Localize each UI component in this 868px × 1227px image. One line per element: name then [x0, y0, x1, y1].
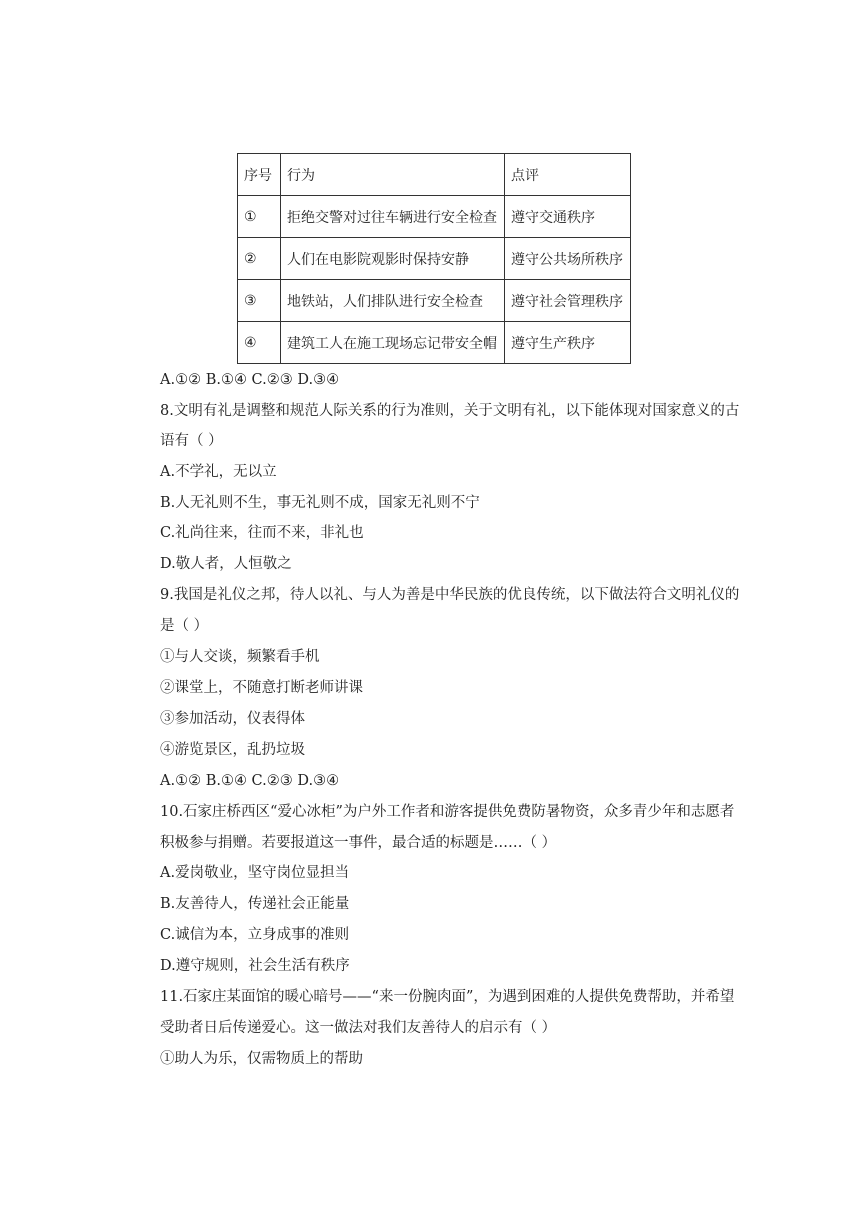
table-row	[238, 196, 631, 238]
statement-3-q9: ③参加活动，仪表得体	[160, 711, 305, 727]
option-c-q8: C.礼尚往来，往而不来，非礼也	[160, 525, 364, 541]
option-d-q10: D.遵守规则，社会生活有秩序	[160, 958, 350, 974]
question-8-text-cont: 语有（ ）	[160, 433, 223, 449]
table-cell: ④	[238, 322, 281, 364]
header-cell: 点评	[505, 154, 631, 196]
statement-4-q9: ④游览景区，乱扔垃圾	[160, 742, 305, 758]
table-cell: 遵守生产秩序	[505, 322, 631, 364]
option-a-q10: A.爱岗敬业，坚守岗位显担当	[160, 865, 350, 881]
question-11-text: 11.石家庄某面馆的暖心暗号——“来一份腕肉面”，为遇到困难的人提供免费帮助，并希望	[160, 989, 735, 1005]
table-cell: 遵守公共场所秩序	[505, 238, 631, 280]
behavior-table	[237, 153, 631, 364]
option-d-q8: D.敬人者，人恒敬之	[160, 556, 292, 572]
option-b-q8: B.人无礼则不生，事无礼则不成，国家无礼则不宁	[160, 495, 480, 511]
statement-2-q9: ②课堂上，不随意打断老师讲课	[160, 680, 363, 696]
statement-1-q9: ①与人交谈，频繁看手机	[160, 649, 320, 665]
header-cell: 序号	[238, 154, 281, 196]
table-cell: 拒绝交警对过往车辆进行安全检查	[281, 196, 505, 238]
answer-options-q7: A.①② B.①④ C.②③ D.③④	[160, 372, 340, 388]
table-header-row	[238, 154, 631, 196]
table-cell: 建筑工人在施工现场忘记带安全帽	[281, 322, 505, 364]
table-cell: 人们在电影院观影时保持安静	[281, 238, 505, 280]
option-a-q8: A.不学礼，无以立	[160, 464, 277, 480]
table-cell: ②	[238, 238, 281, 280]
table-row	[238, 280, 631, 322]
table-cell: ③	[238, 280, 281, 322]
question-8-text: 8.文明有礼是调整和规范人际关系的行为准则，关于文明有礼，以下能体现对国家意义的古	[160, 403, 740, 419]
table-cell: 遵守交通秩序	[505, 196, 631, 238]
table-row	[238, 322, 631, 364]
answer-options-q9: A.①② B.①④ C.②③ D.③④	[160, 773, 340, 789]
table-cell: 遵守社会管理秩序	[505, 280, 631, 322]
question-10-text-cont: 积极参与捐赠。若要报道这一事件，最合适的标题是……（ ）	[160, 835, 557, 851]
table-cell: ①	[238, 196, 281, 238]
statement-1-q11: ①助人为乐，仅需物质上的帮助	[160, 1051, 363, 1067]
question-9-text-cont: 是（ ）	[160, 618, 209, 634]
option-c-q10: C.诚信为本，立身成事的准则	[160, 927, 350, 943]
table-cell: 地铁站，人们排队进行安全检查	[281, 280, 505, 322]
question-11-text-cont: 受助者日后传递爱心。这一做法对我们友善待人的启示有（ ）	[160, 1020, 557, 1036]
table-row	[238, 238, 631, 280]
question-10-text: 10.石家庄桥西区“爱心冰柜”为户外工作者和游客提供免费防暑物资，众多青少年和志愿者	[160, 804, 735, 820]
option-b-q10: B.友善待人，传递社会正能量	[160, 896, 350, 912]
question-9-text: 9.我国是礼仪之邦，待人以礼、与人为善是中华民族的优良传统，以下做法符合文明礼仪的	[160, 587, 740, 603]
header-cell: 行为	[281, 154, 505, 196]
